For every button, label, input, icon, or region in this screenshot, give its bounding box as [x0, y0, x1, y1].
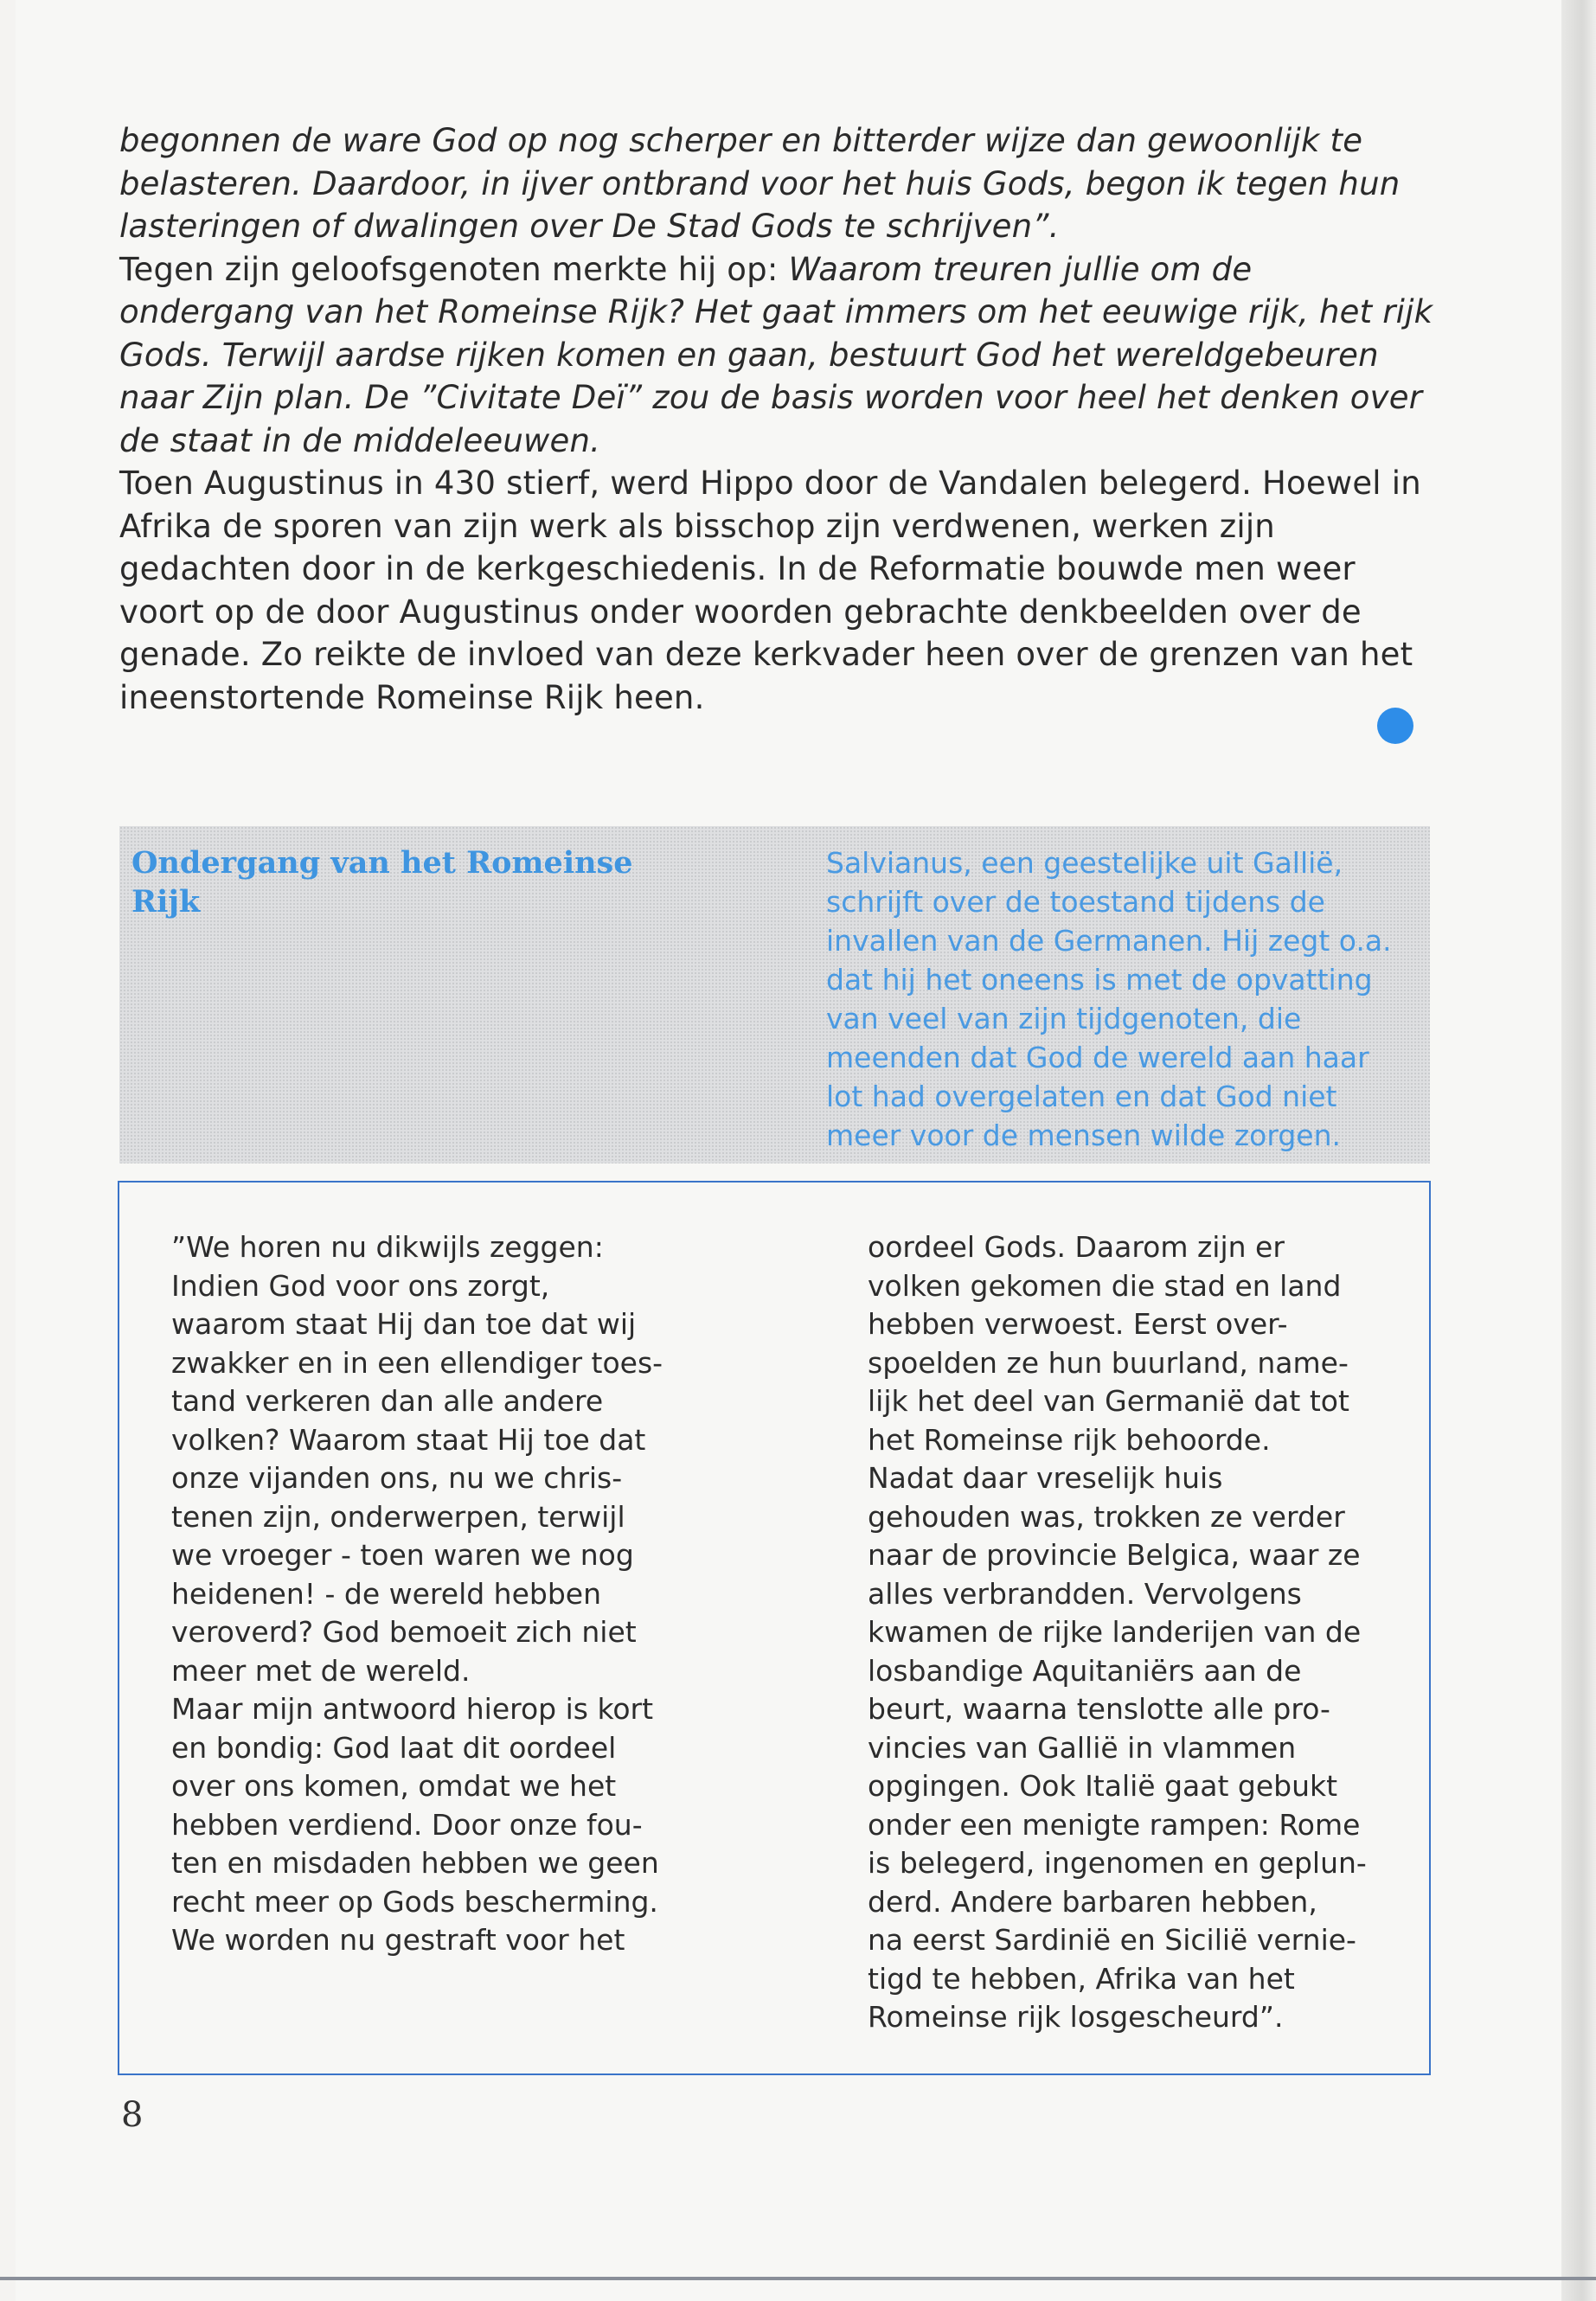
intro-text — [119, 119, 1434, 719]
quote-line: gehouden was, trokken ze verder — [868, 1499, 1345, 1534]
quote-line: waarom staat Hij dan toe dat wij — [171, 1307, 637, 1341]
quote-line: over ons komen, omdat we het — [171, 1769, 617, 1803]
quote-line: alles verbrandden. Vervolgens — [868, 1576, 1302, 1611]
quote-line: Nadat daar vreselijk huis — [868, 1461, 1223, 1495]
page-gutter-shadow — [1561, 0, 1596, 2301]
quote-line: tand verkeren dan alle andere — [171, 1384, 604, 1418]
quote-line: meer met de wereld. — [171, 1653, 471, 1688]
quote-line: heidenen! - de wereld hebben — [171, 1576, 601, 1611]
quote-line: Maar mijn antwoord hierop is kort — [171, 1692, 654, 1726]
quote-line: beurt, waarna tenslotte alle pro- — [868, 1692, 1330, 1726]
intro-paragraph-1: begonnen de ware God op nog scherper en bitterder wijze dan gewoonlijk te belasteren. Daardoor, in ijver ontbrand voor het huis Gods, begon ik tegen hun lasteringen of dwalingen over De Stad Gods te schrijven”. — [119, 122, 1401, 245]
quote-line: hebben verdiend. Door onze fou- — [171, 1807, 643, 1842]
quote-line: kwamen de rijke landerijen van de — [868, 1615, 1362, 1649]
quote-line: is belegerd, ingenomen en geplun- — [868, 1846, 1367, 1880]
quote-line: onze vijanden ons, nu we chris- — [171, 1461, 623, 1495]
quote-line: ten en misdaden hebben we geen — [171, 1846, 659, 1880]
quote-line: Indien God voor ons zorgt, — [171, 1268, 550, 1303]
quote-line: onder een menigte rampen: Rome — [868, 1807, 1361, 1842]
quote-line: tenen zijn, onderwerpen, terwijl — [171, 1499, 625, 1534]
quote-line: na eerst Sardinië en Sicilië vernie- — [868, 1923, 1356, 1957]
quote-line: oordeel Gods. Daarom zijn er — [868, 1230, 1285, 1264]
box-intro: Salvianus, een geestelijke uit Gallië, schrijft over de toestand tijdens de invallen van de Germanen. Hij zegt o.a. dat hij het oneens is met de opvatting van veel van zijn tijdgenoten, die meenden dat God de wereld aan haar lot had overgelaten en dat God niet meer voor de mensen wilde zorgen. — [826, 846, 1392, 1152]
quote-line: vincies van Gallië in vlammen — [868, 1730, 1297, 1765]
page-number: 8 — [121, 2095, 144, 2135]
quote-line: lijk het deel van Germanië dat tot — [868, 1384, 1349, 1418]
quote-line: volken? Waarom staat Hij toe dat — [171, 1422, 646, 1457]
quote-line: tigd te hebben, Afrika van het — [868, 1961, 1295, 1996]
bottom-rule — [0, 2277, 1596, 2280]
quote-line: naar de provincie Belgica, waar ze — [868, 1538, 1361, 1572]
quote-column-right — [868, 1228, 1395, 2037]
quote-line: derd. Andere barbaren hebben, — [868, 1884, 1317, 1919]
section-end-dot-icon — [1377, 708, 1413, 744]
quote-line: recht meer op Gods bescherming. — [171, 1884, 658, 1919]
quote-line: ”We horen nu dikwijls zeggen: — [171, 1230, 604, 1264]
intro-paragraph-2-lead: Tegen zijn geloofsgenoten merkte hij op: — [119, 250, 779, 288]
quote-line: zwakker en in een ellendiger toes- — [171, 1345, 663, 1380]
quote-line: Romeinse rijk losgescheurd”. — [868, 2000, 1284, 2034]
quote-line: veroverd? God bemoeit zich niet — [171, 1615, 637, 1649]
quote-line: hebben verwoest. Eerst over- — [868, 1307, 1288, 1341]
quote-line: het Romeinse rijk behoorde. — [868, 1422, 1271, 1457]
quote-line: We worden nu gestraft voor het — [171, 1923, 625, 1957]
quote-line: en bondig: God laat dit oordeel — [171, 1730, 617, 1765]
quote-line: losbandige Aquitaniërs aan de — [868, 1653, 1302, 1688]
intro-paragraph-2-italic: Waarom treuren jullie om de ondergang van het Romeinse Rijk? Het gaat immers om het eeuwige rijk, het rijk Gods. Terwijl aardse rijken komen en gaan, bestuurt God het wereldgebeuren naar Zijn plan. De ”Civitate Deï” zou de basis worden voor heel het denken over de staat in de middeleeuwen. — [119, 250, 1433, 459]
quote-line: volken gekomen die stad en land — [868, 1268, 1342, 1303]
quote-column-left — [171, 1228, 699, 1960]
box-title: Ondergang van het Romeinse Rijk — [131, 845, 633, 920]
intro-paragraph-2 — [119, 248, 1434, 463]
quote-line: spoelden ze hun buurland, name- — [868, 1345, 1349, 1380]
quote-line: we vroeger - toen waren we nog — [171, 1538, 634, 1572]
intro-paragraph-3: Toen Augustinus in 430 stierf, werd Hippo door de Vandalen belegerd. Hoewel in Afrika de sporen van zijn werk als bisschop zijn verdwenen, werken zijn gedachten door in de kerkgeschiedenis. In de Reformatie bouwde men weer voort op de door Augustinus onder woorden gebrachte denkbeelden over de genade. Zo reikte de invloed van deze kerkvader heen over de grenzen van het ineenstortende Romeinse Rijk heen. — [119, 465, 1421, 716]
quote-line: opgingen. Ook Italië gaat gebukt — [868, 1769, 1338, 1803]
